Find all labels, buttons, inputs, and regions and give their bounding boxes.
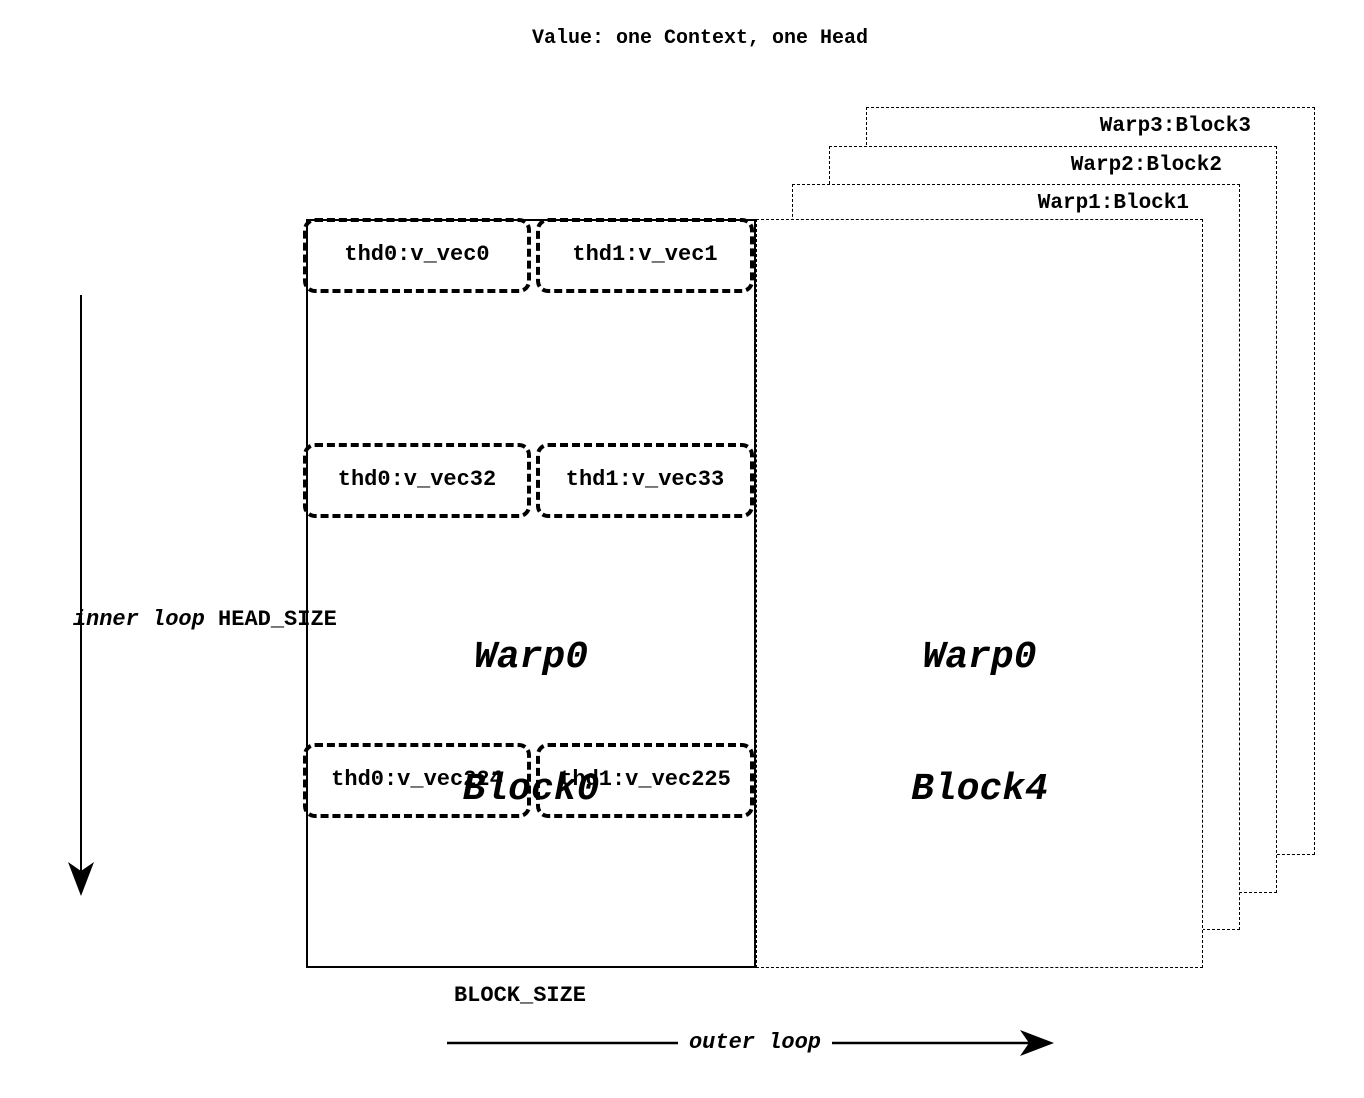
warp0-block4-caption (756, 548, 1203, 900)
thd0-vvec0-box: thd0:v_vec0 (303, 218, 531, 293)
inner-loop-text: inner loop (72, 607, 205, 632)
block-size-label: BLOCK_SIZE (453, 983, 587, 1008)
thd0-vvec32-box: thd0:v_vec32 (303, 443, 531, 518)
warp3-block3-label: Warp3:Block3 (1099, 115, 1251, 138)
warp2-block2-label: Warp2:Block2 (1070, 154, 1222, 177)
outer-loop-axis-label: outer loop (678, 1030, 832, 1055)
warp0-block0-caption-line1: Warp0 (473, 636, 589, 679)
warp0-block0-caption (306, 548, 756, 900)
warp0-block4-caption-line1: Warp0 (922, 636, 1037, 679)
warp0-block4-caption-line2: Block4 (911, 768, 1048, 811)
thd1-vvec225-box: thd1:v_vec225 (536, 743, 754, 818)
thd1-vvec1-box: thd1:v_vec1 (536, 218, 754, 293)
head-size-text: HEAD_SIZE (218, 607, 337, 632)
inner-loop-axis-label (20, 582, 337, 657)
thd1-vvec33-box: thd1:v_vec33 (536, 443, 754, 518)
diagram-title: Value: one Context, one Head (531, 27, 869, 50)
thd0-vvec224-box: thd0:v_vec224 (303, 743, 531, 818)
warp0-block0-caption-line2: Block0 (462, 768, 600, 811)
warp1-block1-label: Warp1:Block1 (1037, 192, 1189, 215)
